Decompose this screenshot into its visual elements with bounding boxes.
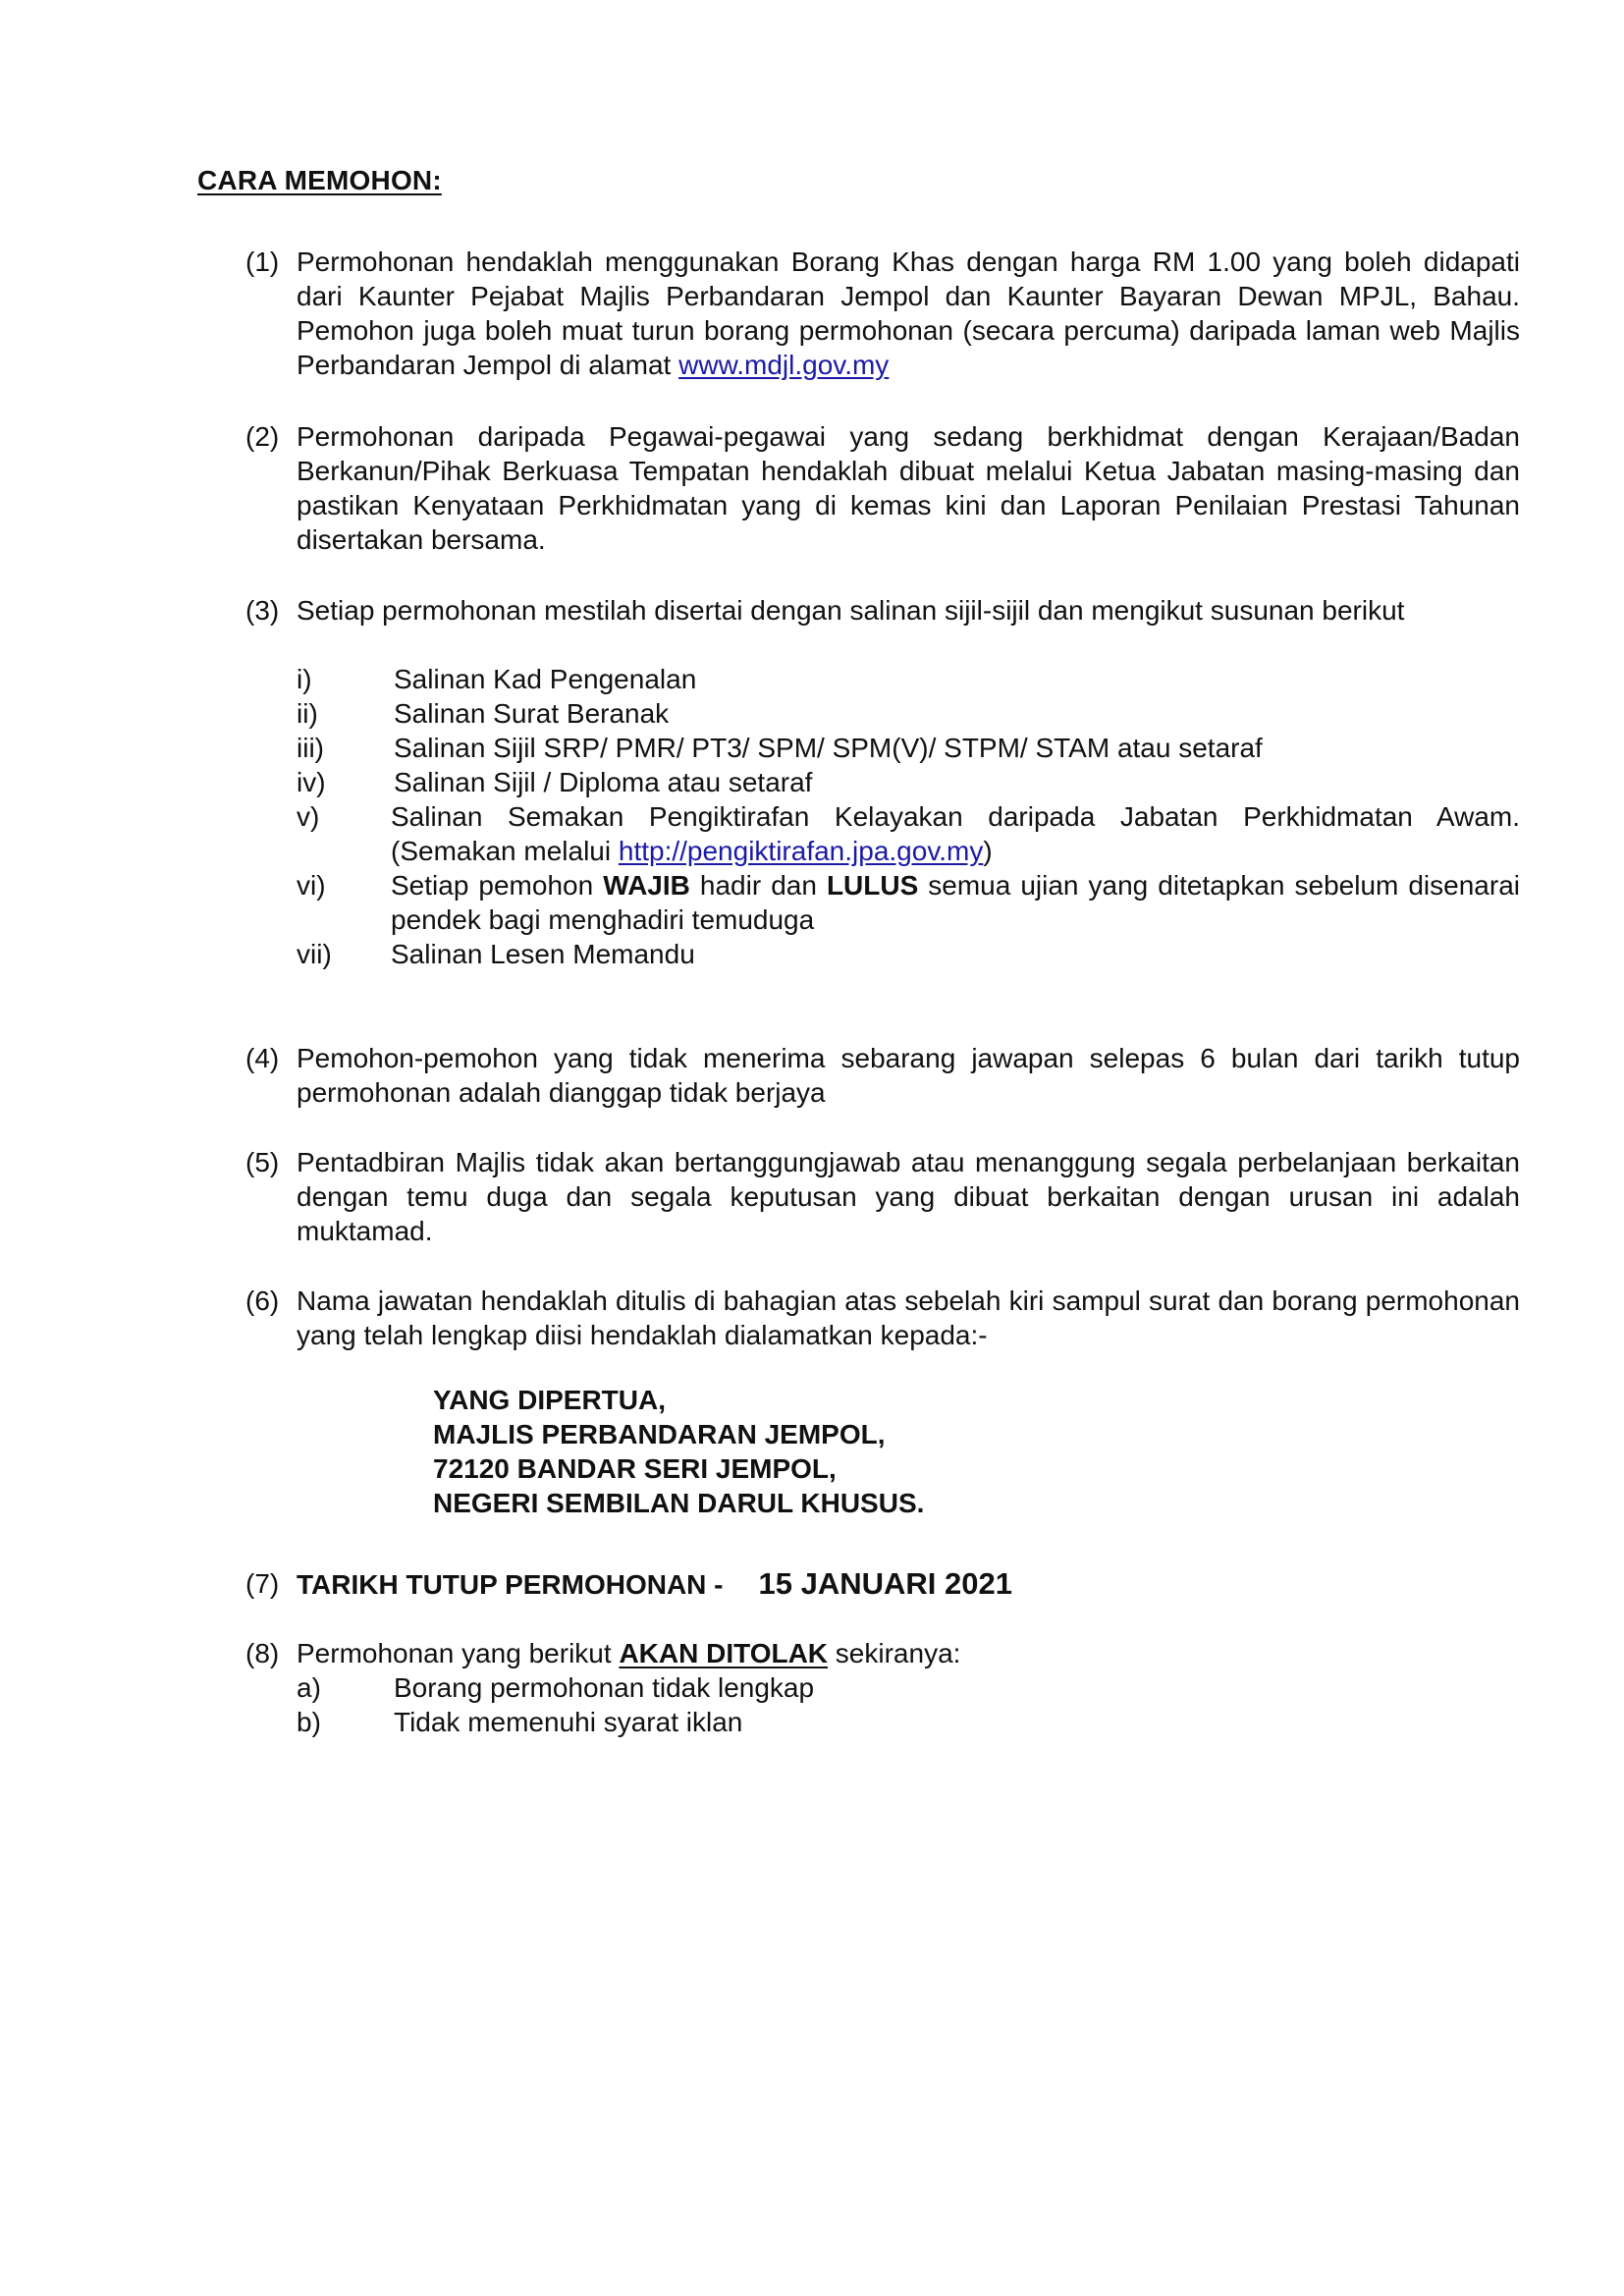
item-1 [245,245,1520,382]
item-3-text: Setiap permohonan mestilah disertai dengan salinan sijil-sijil dan mengikut susunan berikut [297,595,1405,626]
item-number: (4) [245,1043,280,1073]
mailing-address [433,1383,924,1520]
item-8-text-part: sekiranya: [828,1638,961,1668]
mdjl-website-link[interactable]: www.mdjl.gov.my [678,350,890,380]
item-8-text-part: Permohonan yang berikut [297,1638,620,1668]
list-item [297,937,1520,971]
list-marker: ii) [297,698,318,729]
address-line: 72120 BANDAR SERI JEMPOL, [433,1453,837,1484]
item-number: (6) [245,1285,280,1316]
list-text: Salinan Sijil / Diploma atau setaraf [394,767,813,797]
list-marker: iii) [297,733,324,763]
rejection-emphasis: AKAN DITOLAK [619,1638,829,1668]
item-number: (3) [245,595,280,626]
list-text: Borang permohonan tidak lengkap [394,1672,815,1703]
item-8-text [297,1636,1520,1670]
item-5-text: Pentadbiran Majlis tidak akan bertanggungjawab atau menanggung segala perbelanjaan berkaitan dengan temu duga dan segala keputusan yang dibuat berkaitan dengan urusan ini adalah muktamad. [297,1147,1520,1246]
item-4 [245,1041,1520,1110]
list-text: Salinan Surat Beranak [394,698,670,729]
list-text-part: Setiap pemohon [391,870,604,901]
item-6-text: Nama jawatan hendaklah ditulis di bahagian atas sebelah kiri sampul surat dan borang permohonan yang telah lengkap diisi hendaklah dialamatkan kepada:- [297,1285,1520,1350]
closing-date-label: TARIKH TUTUP PERMOHONAN - [297,1569,724,1600]
list-item [297,662,1520,696]
item-6 [245,1284,1520,1352]
list-marker: b) [297,1707,321,1737]
item-number: (1) [245,246,280,277]
list-item [297,868,1520,937]
list-marker: i) [297,664,312,694]
item-number: (8) [245,1638,280,1668]
section-heading: CARA MEMOHON: [197,165,442,195]
list-item [297,1670,1520,1705]
item-7 [245,1566,1520,1602]
list-text: Tidak memenuhi syarat iklan [394,1707,743,1737]
list-marker: vii) [297,939,332,969]
address-line: MAJLIS PERBANDARAN JEMPOL, [433,1419,886,1449]
item-4-text: Pemohon-pemohon yang tidak menerima sebarang jawapan selepas 6 bulan dari tarikh tutup permohonan adalah dianggap tidak berjaya [297,1043,1520,1108]
item-number: (5) [245,1147,280,1177]
closing-date-line [297,1566,1520,1602]
list-text [391,799,1520,868]
list-text: Salinan Sijil SRP/ PMR/ PT3/ SPM/ SPM(V)/ STPM/ STAM atau setaraf [394,733,1263,763]
jpa-recognition-link[interactable]: http://pengiktirafan.jpa.gov.my [618,836,984,866]
emphasis-wajib: WAJIB [603,870,690,901]
list-text-part: Salinan Semakan Pengiktirafan Kelayakan daripada Jabatan Perkhidmatan Awam. (Semakan melalui [391,801,1520,866]
item-8 [245,1636,1520,1670]
list-text-part: ) [983,836,993,866]
list-text-part: hadir dan [689,870,827,901]
list-marker: v) [297,801,320,832]
address-line: YANG DIPERTUA, [433,1385,667,1415]
closing-date-value: 15 JANUARI 2021 [758,1566,1012,1601]
list-marker: vi) [297,870,326,901]
list-item [297,765,1520,799]
list-text: Salinan Lesen Memandu [391,939,695,969]
item-2-text: Permohonan daripada Pegawai-pegawai yang sedang berkhidmat dengan Kerajaan/Badan Berkanun/Pihak Berkuasa Tempatan hendaklah dibuat melalui Ketua Jabatan masing-masing dan pastikan Kenyataan Perkhidmatan yang di kemas kini dan Laporan Penilaian Prestasi Tahunan disertakan bersama. [297,421,1520,555]
list-text: Salinan Kad Pengenalan [394,664,697,694]
item-text [297,245,1520,382]
emphasis-lulus: LULUS [826,870,919,901]
item-number: (2) [245,421,280,452]
address-line: NEGERI SEMBILAN DARUL KHUSUS. [433,1488,925,1518]
item-3 [245,593,1520,628]
list-marker: a) [297,1672,321,1703]
list-text-part: semua ujian yang ditetapkan sebelum disenarai pendek bagi menghadiri temuduga [391,870,1520,935]
list-item [297,696,1520,731]
item-2 [245,419,1520,557]
item-5 [245,1145,1520,1248]
list-marker: iv) [297,767,326,797]
item-number: (7) [245,1568,280,1599]
item-1-text: Permohonan hendaklah menggunakan Borang Khas dengan harga RM 1.00 yang boleh didapati dari Kaunter Pejabat Majlis Perbandaran Jempol dan Kaunter Bayaran Dewan MPJL, Bahau. Pemohon juga boleh muat turun borang permohonan (secara percuma) daripada laman web Majlis Perbandaran Jempol di alamat [297,246,1520,380]
list-item [297,1705,1520,1739]
list-item [297,799,1520,868]
list-text [391,868,1520,937]
list-item [297,731,1520,765]
